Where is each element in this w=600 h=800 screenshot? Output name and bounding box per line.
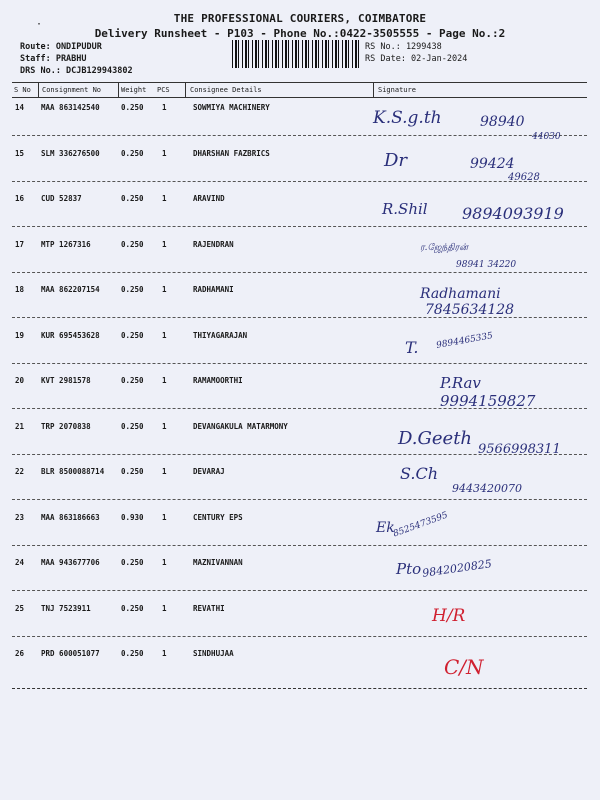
row-sno: 14 [15, 103, 25, 112]
row-consignee: ARAVIND [193, 194, 225, 203]
row-consignee: RAJENDRAN [193, 239, 234, 249]
header-bottom-rule [12, 97, 587, 98]
row-consignment-no: TNJ 7523911 [41, 603, 91, 613]
col-header-consignment: Consignment No [42, 86, 102, 94]
row-divider [12, 181, 587, 182]
row-pcs: 1 [162, 103, 167, 112]
col-divider [118, 83, 119, 97]
row-weight: 0.250 [121, 558, 144, 567]
row-sno: 26 [15, 649, 25, 658]
row-pcs: 1 [162, 512, 167, 522]
route-label: Route: ONDIPUDUR [20, 42, 102, 52]
row-pcs: 1 [162, 421, 167, 431]
row-divider [12, 135, 587, 136]
signature-name: Radhamani [420, 286, 501, 302]
row-consignee: DEVARAJ [193, 467, 225, 476]
row-consignee: RAMAMOORTHI [193, 376, 243, 385]
row-consignee: CENTURY EPS [193, 512, 243, 522]
row-pcs: 1 [162, 467, 167, 476]
signature-phone-extra: 49628 [508, 172, 540, 183]
signature-name: H/R [432, 606, 466, 626]
signature-name: Pto [396, 560, 422, 578]
row-divider [12, 272, 587, 273]
row-divider [12, 636, 587, 637]
header-top-rule [12, 82, 587, 83]
signature-phone: 98941 34220 [456, 260, 517, 270]
signature-name: Ek [376, 520, 395, 536]
barcode [232, 40, 360, 68]
signature-phone: 9894465335 [435, 331, 494, 351]
row-consignee: RADHAMANI [193, 285, 234, 294]
row-sno: 16 [15, 194, 25, 203]
row-sno: 25 [15, 603, 25, 613]
row-consignee: DHARSHAN FAZBRICS [193, 148, 270, 158]
row-consignment-no: MAA 863186663 [41, 512, 100, 522]
row-weight: 0.250 [121, 148, 144, 158]
row-consignment-no: MTP 1267316 [41, 239, 91, 249]
col-divider [373, 83, 374, 97]
signature-phone: 98940 [480, 114, 525, 130]
signature-phone-extra: 44030 [532, 132, 561, 142]
row-sno: 20 [15, 376, 25, 385]
row-weight: 0.250 [121, 467, 144, 476]
signature-name: Dr [384, 150, 408, 171]
row-consignee: SINDHUJAA [193, 649, 234, 658]
row-divider [12, 499, 587, 500]
row-consignment-no: MAA 943677706 [41, 558, 100, 567]
row-consignment-no: MAA 862207154 [41, 285, 100, 294]
rs-date: RS Date: 02-Jan-2024 [365, 54, 468, 64]
row-pcs: 1 [162, 603, 167, 613]
row-weight: 0.250 [121, 603, 144, 613]
row-sno: 17 [15, 239, 25, 249]
corner-mark: · [36, 19, 43, 30]
row-consignee: SOWMIYA MACHINERY [193, 103, 270, 112]
row-consignee: MAZNIVANNAN [193, 558, 243, 567]
row-consignment-no: SLM 336276500 [41, 148, 100, 158]
col-header-weight: Weight [121, 86, 147, 94]
signature-phone: 8525473595 [392, 510, 450, 540]
runsheet-subtitle: Delivery Runsheet - P103 - Phone No.:0422-3505555 - Page No.:2 [94, 27, 506, 40]
row-weight: 0.250 [121, 649, 144, 658]
drs-label: DRS No.: DCJB129943802 [20, 66, 133, 76]
row-consignee: REVATHI [193, 603, 225, 613]
row-consignment-no: PRD 600051077 [41, 649, 100, 658]
col-header-consignee: Consignee Details [190, 86, 262, 94]
row-sno: 18 [15, 285, 25, 294]
signature-name: K.S.g.th [373, 108, 442, 128]
row-divider [12, 226, 587, 227]
table-bottom-rule [12, 688, 587, 689]
row-weight: 0.250 [121, 376, 144, 385]
signature-name: R.Shil [382, 200, 428, 218]
signature-name: ர.ஜேந்திரன் [420, 243, 468, 253]
company-title: THE PROFESSIONAL COURIERS, COIMBATORE [173, 12, 427, 25]
row-sno: 23 [15, 512, 25, 522]
row-sno: 22 [15, 467, 25, 476]
col-divider [185, 83, 186, 97]
row-pcs: 1 [162, 194, 167, 203]
row-sno: 15 [15, 148, 25, 158]
row-consignment-no: CUD 52837 [41, 194, 82, 203]
row-weight: 0.250 [121, 421, 144, 431]
col-header-signature: Signature [378, 86, 416, 94]
row-weight: 0.250 [121, 285, 144, 294]
signature-name: S.Ch [400, 464, 439, 483]
signature-name: D.Geeth [398, 428, 473, 449]
signature-phone: 9894093919 [462, 204, 564, 223]
signature-phone: 9994159827 [440, 392, 536, 410]
col-divider [38, 83, 39, 97]
col-header-pcs: PCS [157, 86, 170, 94]
row-consignment-no: KVT 2981578 [41, 376, 91, 385]
row-pcs: 1 [162, 285, 167, 294]
row-pcs: 1 [162, 148, 167, 158]
row-consignment-no: MAA 863142540 [41, 103, 100, 112]
signature-phone: 9566998311 [478, 442, 561, 457]
signature-phone: 99424 [470, 156, 515, 172]
row-consignment-no: TRP 2070838 [41, 421, 91, 431]
row-weight: 0.250 [121, 239, 144, 249]
row-weight: 0.250 [121, 103, 144, 112]
row-divider [12, 590, 587, 591]
row-sno: 21 [15, 421, 25, 431]
row-consignment-no: KUR 695453628 [41, 330, 100, 340]
row-consignee: DEVANGAKULA MATARMONY [193, 421, 288, 431]
row-divider [12, 363, 587, 364]
row-weight: 0.250 [121, 330, 144, 340]
row-pcs: 1 [162, 330, 167, 340]
row-divider [12, 545, 587, 546]
row-consignee: THIYAGARAJAN [193, 330, 248, 340]
row-consignment-no: BLR 8500088714 [41, 467, 105, 476]
row-pcs: 1 [162, 649, 167, 658]
row-pcs: 1 [162, 376, 167, 385]
row-pcs: 1 [162, 239, 167, 249]
signature-phone: 9842020825 [421, 557, 493, 580]
signature-name: T. [405, 338, 419, 357]
signature-phone: 9443420070 [452, 482, 522, 495]
signature-name: C/N [444, 655, 484, 679]
rs-number: RS No.: 1299438 [365, 42, 442, 52]
row-pcs: 1 [162, 558, 167, 567]
row-sno: 19 [15, 330, 25, 340]
row-weight: 0.930 [121, 512, 144, 522]
signature-name: P.Rav [440, 374, 481, 392]
staff-label: Staff: PRABHU [20, 54, 87, 64]
col-header-sno: S No [14, 86, 31, 94]
signature-phone: 7845634128 [425, 302, 515, 318]
row-weight: 0.250 [121, 194, 144, 203]
row-sno: 24 [15, 558, 25, 567]
